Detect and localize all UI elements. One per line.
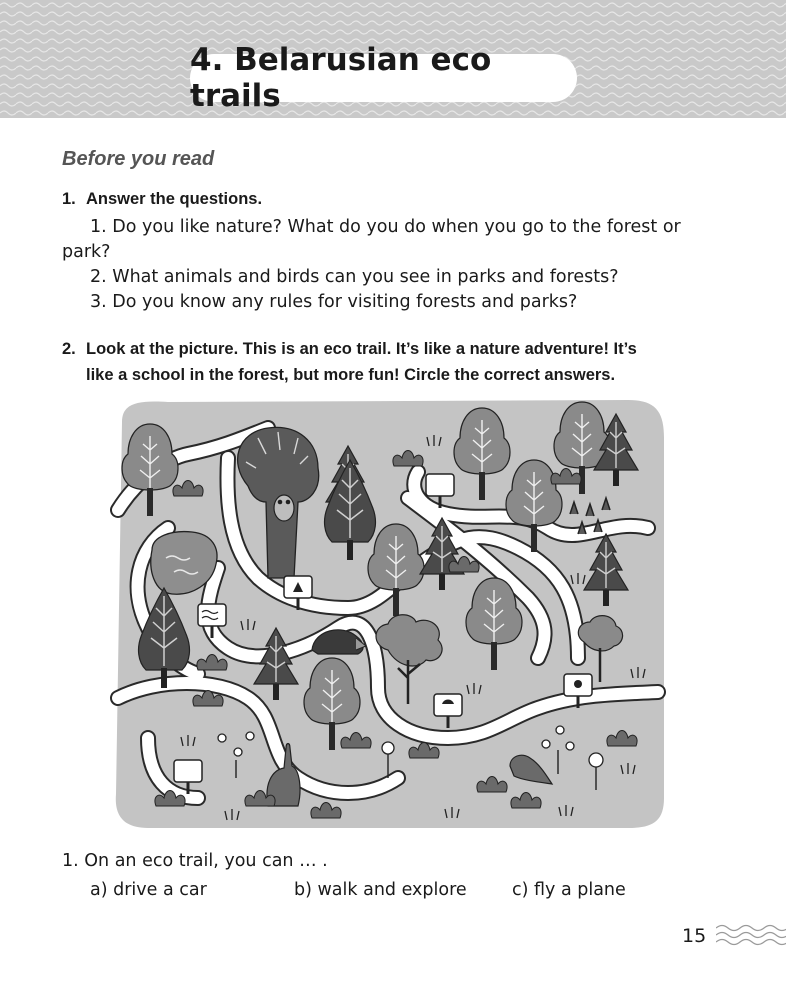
footer-wave-icon bbox=[716, 922, 786, 948]
eco-trail-illustration bbox=[108, 398, 668, 830]
page-title: 4. Belarusian eco trails bbox=[190, 54, 577, 102]
task1-title bbox=[62, 186, 722, 212]
option-a[interactable]: a) drive a car bbox=[90, 880, 207, 900]
question-1-cont: park? bbox=[62, 242, 111, 262]
option-c[interactable]: c) fly a plane bbox=[512, 880, 626, 900]
page-number: 15 bbox=[682, 925, 707, 947]
task2-instruction-line1: Look at the picture. This is an eco trail. It’s like a nature adventure! It’s bbox=[86, 340, 637, 358]
question-2: 2. What animals and birds can you see in parks and forests? bbox=[90, 267, 619, 287]
task2-title bbox=[62, 336, 742, 388]
task1-instruction: Answer the questions. bbox=[86, 190, 263, 208]
task2-instruction-line2: like a school in the forest, but more fun! Circle the correct answers. bbox=[86, 366, 616, 384]
question-3: 3. Do you know any rules for visiting forests and parks? bbox=[90, 292, 578, 312]
eco-trail-map bbox=[108, 398, 668, 830]
task2-number: 2. bbox=[62, 340, 76, 358]
section-heading: Before you read bbox=[62, 148, 215, 170]
option-b[interactable]: b) walk and explore bbox=[294, 880, 467, 900]
exercise-question: 1. On an eco trail, you can … . bbox=[62, 851, 328, 871]
task1-number: 1. bbox=[62, 190, 76, 208]
question-1: 1. Do you like nature? What do you do when you go to the forest or bbox=[90, 217, 681, 237]
